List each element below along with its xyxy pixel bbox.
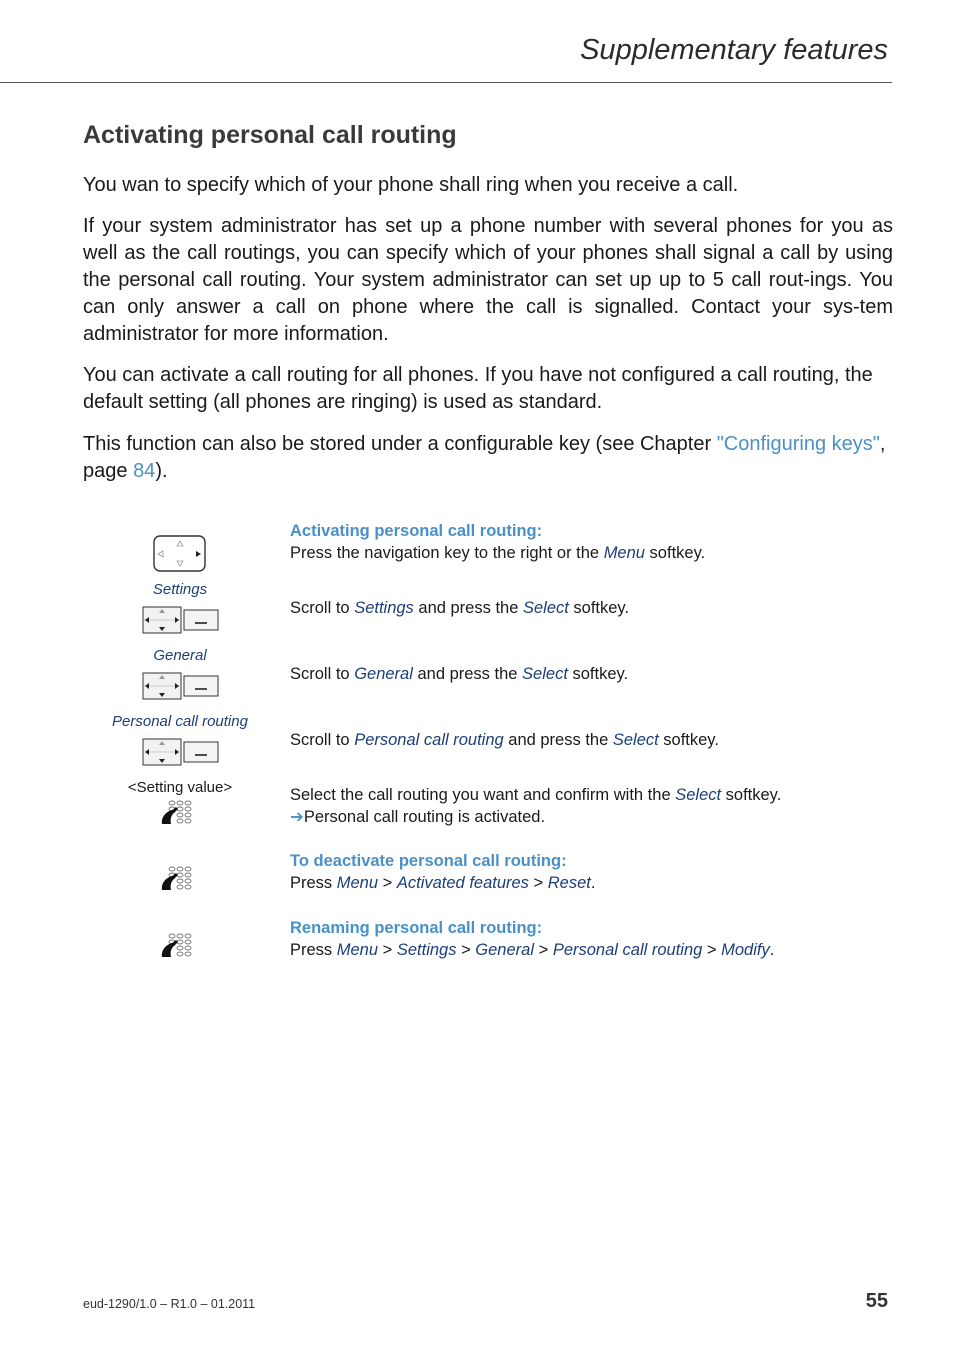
select-softkey-ref: Select	[675, 786, 722, 804]
general-label: General	[153, 647, 207, 664]
settings-label: Settings	[152, 581, 208, 598]
step-text: and press the	[412, 665, 523, 683]
menu-path-item: Menu	[336, 874, 379, 892]
select-softkey-ref: Select	[522, 665, 568, 683]
path-separator: >	[528, 874, 548, 892]
keypad-hand-icon	[160, 932, 194, 960]
menu-path-item: Reset	[547, 874, 591, 892]
menu-path-item: Settings	[396, 941, 457, 959]
navigation-key-icon	[153, 535, 207, 573]
path-separator: >	[702, 941, 722, 959]
page-link[interactable]: 84	[133, 460, 156, 482]
step-text: softkey.	[658, 731, 719, 749]
scroll-and-select-key-icon	[142, 606, 220, 634]
para-text: , page	[83, 433, 886, 482]
intro-paragraph: You wan to specify which of your phone shall ring when you receive a call.	[83, 174, 739, 196]
step-heading: Activating personal call routing:	[290, 522, 543, 540]
step-text: and press the	[413, 599, 523, 617]
menu-path-item: Personal call routing	[552, 941, 703, 959]
menu-softkey-ref: Menu	[603, 544, 645, 562]
step-text: and press the	[503, 731, 613, 749]
step-rename	[290, 917, 910, 961]
step-scroll-personal	[290, 729, 910, 751]
step-text: Select the call routing you want and confirm with the	[290, 786, 676, 804]
step-text: .	[769, 941, 775, 959]
step-text: Scroll to	[290, 731, 355, 749]
step-text: .	[590, 874, 596, 892]
menu-item-ref: Personal call routing	[354, 731, 504, 749]
step-deactivate	[290, 850, 910, 894]
step-text: Press	[290, 874, 337, 892]
path-separator: >	[534, 941, 553, 959]
step-text: softkey.	[567, 665, 629, 683]
section-title: Activating personal call routing	[83, 121, 457, 149]
step-text: Scroll to	[290, 665, 355, 683]
step-scroll-settings	[290, 597, 910, 619]
header-divider	[0, 82, 892, 83]
admin-paragraph: If your system administrator has set up a phone number with several phones for you as well as the call routings, you can specify which of your phones shall signal a call by using the personal call routing. Your system administrator can set up up to 5 call rout-ings. You can only answer a call on phone where the call is signalled. Contact your sys-tem administrator for more information.	[83, 215, 893, 345]
step-text: softkey.	[721, 786, 782, 804]
menu-item-ref: Settings	[354, 599, 414, 617]
menu-path-item: Menu	[336, 941, 379, 959]
step-text: Scroll to	[290, 599, 355, 617]
para-text: This function can also be stored under a configurable key (see Chapter	[83, 433, 717, 455]
configuring-keys-link[interactable]: "Configuring keys"	[716, 433, 880, 455]
step-text: Press the navigation key to the right or the	[290, 544, 604, 562]
path-separator: >	[456, 941, 476, 959]
step-activate	[290, 520, 910, 564]
step-heading: Renaming personal call routing:	[290, 919, 543, 937]
path-separator: >	[378, 941, 397, 959]
step-text: softkey.	[568, 599, 630, 617]
result-text: Personal call routing is activated.	[303, 808, 546, 826]
step-text: softkey.	[644, 544, 706, 562]
step-text: Press	[290, 941, 337, 959]
step-scroll-general	[290, 663, 910, 685]
menu-path-item: Modify	[721, 941, 770, 959]
configurable-key-paragraph	[83, 431, 893, 485]
setting-value-label: <Setting value>	[127, 779, 233, 796]
document-id: eud-1290/1.0 – R1.0 – 01.2011	[83, 1297, 256, 1311]
running-header: Supplementary features	[580, 34, 888, 66]
scroll-and-select-key-icon	[142, 672, 220, 700]
personal-call-routing-label: Personal call routing	[112, 713, 248, 730]
keypad-hand-icon	[160, 799, 194, 827]
result-arrow-icon: ➔	[290, 808, 304, 826]
para-text: ).	[155, 460, 168, 482]
select-softkey-ref: Select	[522, 599, 569, 617]
menu-item-ref: General	[354, 665, 413, 683]
step-select-routing	[290, 784, 910, 828]
menu-path-item: General	[475, 941, 534, 959]
menu-path-item: Activated features	[396, 874, 529, 892]
step-heading: To deactivate personal call routing:	[290, 852, 567, 870]
scroll-and-select-key-icon	[142, 738, 220, 766]
path-separator: >	[378, 874, 397, 892]
activation-paragraph: You can activate a call routing for all phones. If you have not configured a call routing, the default setting (all phones are ringing) is used as standard.	[83, 364, 873, 413]
select-softkey-ref: Select	[612, 731, 659, 749]
keypad-hand-icon	[160, 865, 194, 893]
page-number: 55	[865, 1290, 888, 1312]
